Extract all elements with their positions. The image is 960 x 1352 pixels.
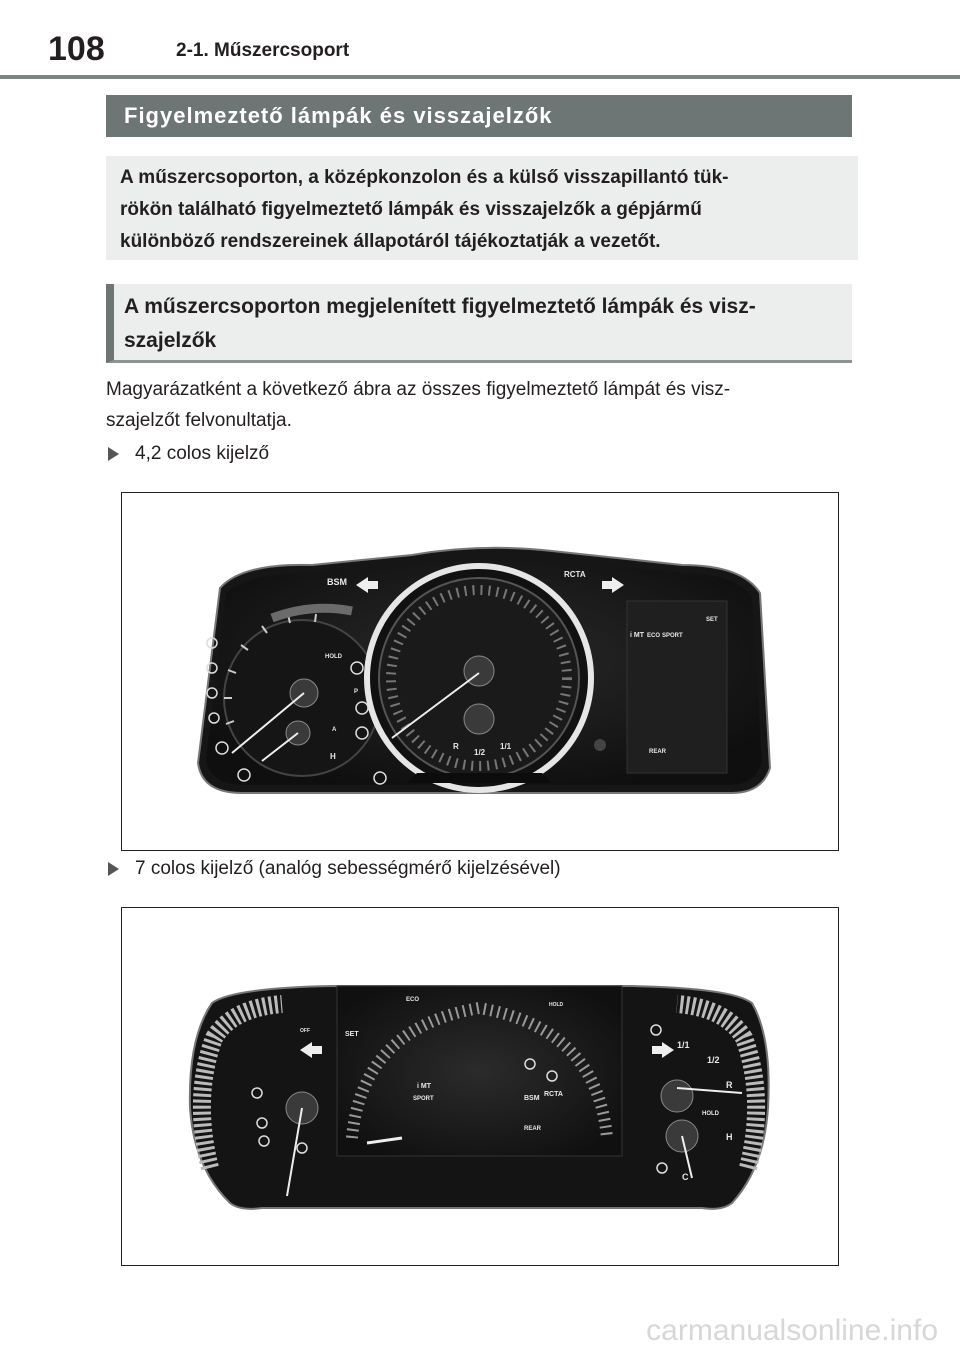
section-title: 2-1. Műszercsoport [176,40,350,61]
intro-line: A műszercsoporton, a középkonzolon és a külső visszapillantó tük- [120,167,729,188]
fuel-half-label: 1/2 [474,748,486,757]
temp-high-label: H [330,752,336,761]
bullet-label: 4,2 colos kijelző [135,443,270,464]
intro-line: különböző rendszereinek állapotáról tájékoztatják a vezetőt. [120,231,661,252]
bullet-arrow-icon [108,447,119,461]
figure-7-inch-display [121,907,839,1266]
hold-right-label: HOLD [702,1111,719,1117]
bullet-label: 7 colos kijelző (analóg sebességmérő kijelzésével) [135,858,561,879]
eco-label: ECO [406,997,420,1003]
intro-box [106,156,858,260]
fuel-full-label: 1/1 [500,742,512,751]
imt-label: i MT [417,1083,431,1090]
imt-label: i MT [630,632,644,639]
eco-label: ECO [647,633,661,639]
banner-title: Figyelmeztető lámpák és visszajelzők [106,95,852,137]
bullet-item-2 [106,858,561,880]
set-label: SET [345,1031,359,1038]
hold-label: HOLD [549,1002,564,1008]
subheading [106,284,852,363]
watermark: carmanualsonline.info [646,1314,938,1347]
header-rule [0,75,960,79]
subheading-line: A műszercsoporton megjelenített figyelmeztető lámpák és visz- [124,295,756,318]
reverse-label: R [726,1080,733,1090]
cluster-42-illustration [122,493,837,849]
body-line: Magyarázatként a következő ábra az összes figyelmeztető lámpát és visz- [106,379,731,400]
temp-high-label: H [726,1132,733,1142]
bsm-label: BSM [524,1095,540,1102]
rcta-label: RCTA [544,1091,563,1098]
sport-label: SPORT [413,1096,434,1102]
bullet-arrow-icon [108,862,119,876]
hold-label: HOLD [325,654,342,660]
reverse-label: R [453,742,459,751]
sport-label: SPORT [662,633,683,639]
figure-42-inch-display [121,492,839,851]
body-paragraph [106,374,858,436]
intro-line: rökön található figyelmeztető lámpák és visszajelzők a gépjármű [120,199,702,220]
cluster-7-illustration [122,908,837,1264]
fuel-full-label: 1/1 [677,1040,690,1050]
temp-cold-label: C [682,1172,689,1182]
rear-label: REAR [524,1126,542,1132]
parking-brake-label: P [354,689,359,695]
body-line: szajelzőt felvonultatja. [106,410,292,431]
bsm-label: BSM [327,577,347,587]
multi-info-display [627,601,727,773]
off-label: OFF [300,1028,310,1034]
subheading-line: szajelzők [124,329,217,352]
rcta-label: RCTA [564,570,586,579]
page-number: 108 [48,30,105,68]
rear-label: REAR [649,749,667,755]
bullet-item-1 [106,443,269,465]
auto-hold-label: A [332,727,337,733]
fuel-half-label: 1/2 [707,1055,720,1065]
set-label: SET [706,617,718,623]
